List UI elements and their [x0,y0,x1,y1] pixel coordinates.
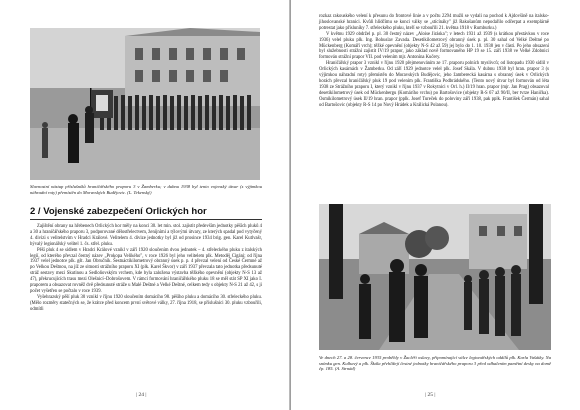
left-paragraph: Vyšehrazský pěší pluk 30 vznikl v říjnu 1920 sloučením domácího 98. pěšího pluku a domácího 30. střeleckého pluku. (Mělo rozměry statečných se, že krátce před koncem první světové války, 27. října 1918, se příslušníci 30. pluku vzbouřili, odmítli [30,294,262,312]
left-body-text [30,224,262,313]
right-paragraph: rozkaz rakouského velení k přesunu do frontové linie a v počtu 2294 mužů se vydali na pochod k Ajdovšině na italsko-jihoslovanské hranici. Kvůli hlídčímu se konci války se „stícínáky" již Rakušanům nepodařilo odčerpat a exemplárně potrestat jako přísluníky 7. střeleckého pluku, kteří se vzbouřili 21. května 1918 v Rumburku.) [319,14,549,31]
section-title: 2 / Vojenské zabezpečení Orlických hor [30,206,262,220]
page-number-left: | 24 | [136,392,147,398]
parade-photo [30,28,260,180]
right-page [291,0,580,410]
right-body-text [319,14,549,109]
left-page [0,0,289,410]
right-paragraph: V květnu 1929 obdržel p. pl. 30 čestný název „Aloise Jiráska"; v letech 1931 až 1939 (s krátkou přestávkou v roce 1936) velel pluku plk. Ing. Bohuslav Zavada. Desetikilometrový obranný úsek p. pl. 30 sahal od Velké Deštné po Mückenberg (Komáří vrch); těžké opevnění (objekty N-S 42 až 59) jej bylo do 1. 10. 1938 jen v části. Po jeho obsazení byl služebnosti strážní zajistit IV/19 prapor, jako základ nově formovaného HP 19 se 15. září 1938 ve Velké Zdobnici formován strážní prapor VII. pod velením mjr. Antonína Kučery. [319,31,549,61]
inspection-photo-image [319,204,551,350]
page-number-right: | 25 | [425,392,436,398]
inspection-photo-caption: Ve dnech 27. a 28. července 1935 proběhly v Žacléři oslavy, připomínající válce legionářských oddílů plk. Karla Vašátky. Na snímku gen. Kulhavý a plk. Škála přehlížejí čestné jednotky hraničářského praporu 3 před odhalením pamětní desky na domě čp. 185. (A. Strnád) [319,355,551,372]
left-paragraph: Pěší pluk 4 se sídlem v Hradci Králové vznikl v září 1920 sloučením dvou jednotek – 4. střeleckého pluku z italských legií, od kterého převzal čestný název „Prokopa Velikého", v roce 1926 byl jeho velitelem plk. Metoděj Cigáni; od října 1937 velel jednotce plk. gšt. Jan Obručník. Šestnáctikilometrový obranný úsek p. p. 4 převzal velení od České Čermné až po Velkou Deštnou, na jíž ze sitnosti strážního praporu XI (plk. Karel Škvor) v září 1937 převzala tato jednotka předsunuté stráž sestavy mezi Skutinou a Sedloňovským vrchem, kde byla založena výstavba těžkého opevnění (objekty N-S 13 až 47), překrucujících trasu mezi Olešnicí–Dobrošovem. V rámci formování hraničářského pluku 18 se měl stát SP XI jako I. praporem a obsazovat rovněž dvě předsunuté stráže u Malé Deštné a Velké Deštné, celkem tedy s objekty N-S 21 až 42, s ji počet vyšetřen se počtalo v roce 1939. [30,247,262,294]
left-paragraph: Zajištění obrany na hřebenech Orlických hor měly na konci 30. let min. stol. zajistit především jednotky pěších pluků 4 a 30 a hraničářského praporu 3, podporované dělostřelectvem, ženijními a týlovými útvary, ze kterých spadal pod vytyčený 4. divizi s velitelstvím v Hradci Králové. Velitelem 4. divize jednotky byl již od prosince 1934 brig. gen. Karel Kutlvašr, bývalý legionářský velitel 1. čs. střel. pluku. [30,224,262,247]
right-paragraph: Hraničářský prapor 3 vznikl v říjnu 1920 přejmenováním ze 17. praporu polních myslivců; od listopadu 1930 sídlil v Orlických kasárnách v Žamberku. Od září 1929 jednotce velel plk. Josef Skála. V dubnu 1938 byl hran. prapor 3 (s výjimkou náhradní roty) přemístěn do Moravských Budějovic, jeho žamberecká kasárna s obranný úsek v Orlických horách převzal hraničářský pluk 19 pod velením plk. Františka Podbrádského. (Tento nový útvar byl formován od léta 1938 ze Strážního praporu I, který vznikl v říjnu 1937 v Rokytnici v Orl. h.) II/19 hran. prapor (mjr. Jan Prag) obsazoval desetikilometrový úsek od Mückenbergu (Komárího vrchu) po Bartošovice (objekty R-S 67 až 90/II, ber tvrze Hanička). Osmikilometrový úsek II/19 hran. prapor (pplk. Josef Tureček do poloviny září 1938, pak pplk. František Čermán) sahal od Bartošovic (objekty R-S 14 po Nový Hrádek a Králická Polanou). [319,61,549,108]
parade-photo-caption: Slavnostní nástup příslušníků hraničářského praporu 3 v Žamberku; v dubnu 1938 byl tento vojenský útvar (s výjimkou náhradní roty) přemístěn do Moravských Budějovic. (L. Tekenský) [30,184,262,195]
inspection-photo [319,204,551,350]
parade-photo-image [30,28,260,180]
